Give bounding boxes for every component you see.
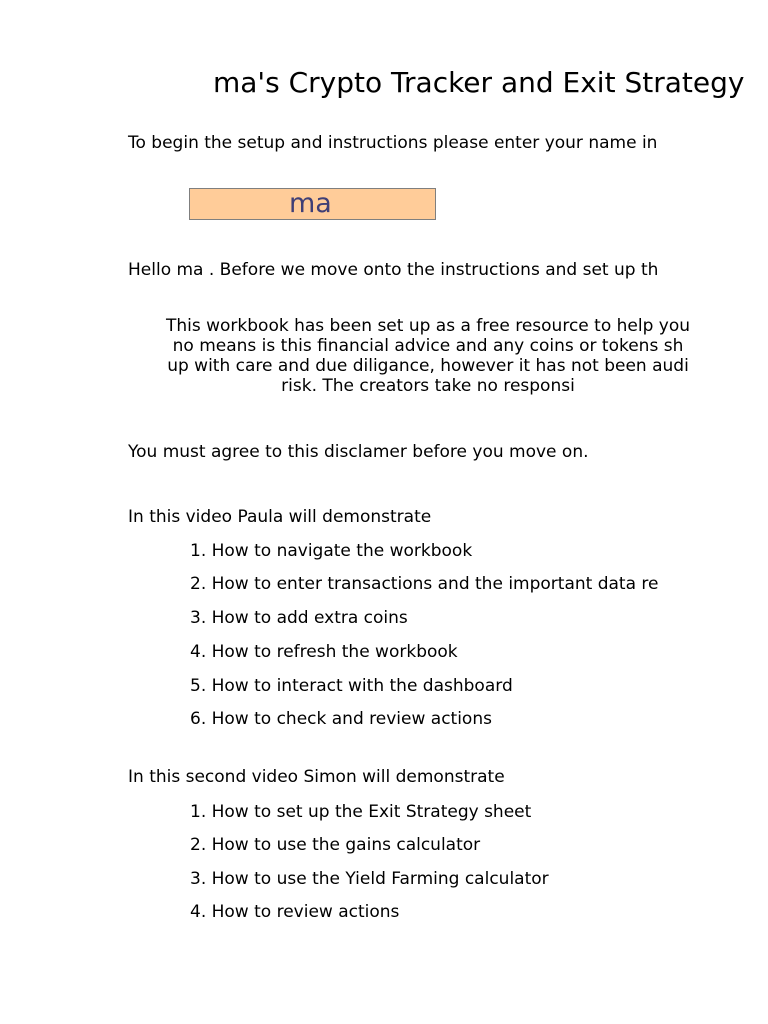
list-item: 4. How to review actions (190, 902, 400, 922)
disclaimer-line: no means is this financial advice and any coins or tokens sh (172, 336, 684, 356)
intro-prompt: To begin the setup and instructions please enter your name in (128, 133, 658, 153)
list-item: 1. How to set up the Exit Strategy sheet (190, 802, 532, 822)
list-item: 3. How to use the Yield Farming calculator (190, 869, 549, 889)
name-input-value[interactable]: ma (289, 188, 332, 219)
agree-text: You must agree to this disclamer before you move on. (128, 442, 589, 462)
list-item: 5. How to interact with the dashboard (190, 676, 513, 696)
disclaimer-line: risk. The creators take no responsi (281, 376, 575, 396)
list-item: 3. How to add extra coins (190, 608, 408, 628)
page-title: ma's Crypto Tracker and Exit Strategy (213, 66, 745, 99)
video1-heading: In this video Paula will demonstrate (128, 507, 432, 527)
disclaimer-line: up with care and due diligance, however it has not been audi (167, 356, 689, 376)
disclaimer-line: This workbook has been set up as a free resource to help you (165, 316, 691, 336)
list-item: 1. How to navigate the workbook (190, 541, 473, 561)
greeting-text: Hello ma . Before we move onto the instructions and set up th (128, 260, 659, 280)
list-item: 6. How to check and review actions (190, 709, 492, 729)
list-item: 4. How to refresh the workbook (190, 642, 458, 662)
video2-heading: In this second video Simon will demonstrate (128, 767, 505, 787)
list-item: 2. How to use the gains calculator (190, 835, 481, 855)
list-item: 2. How to enter transactions and the important data re (190, 574, 659, 594)
disclaimer (128, 316, 728, 396)
